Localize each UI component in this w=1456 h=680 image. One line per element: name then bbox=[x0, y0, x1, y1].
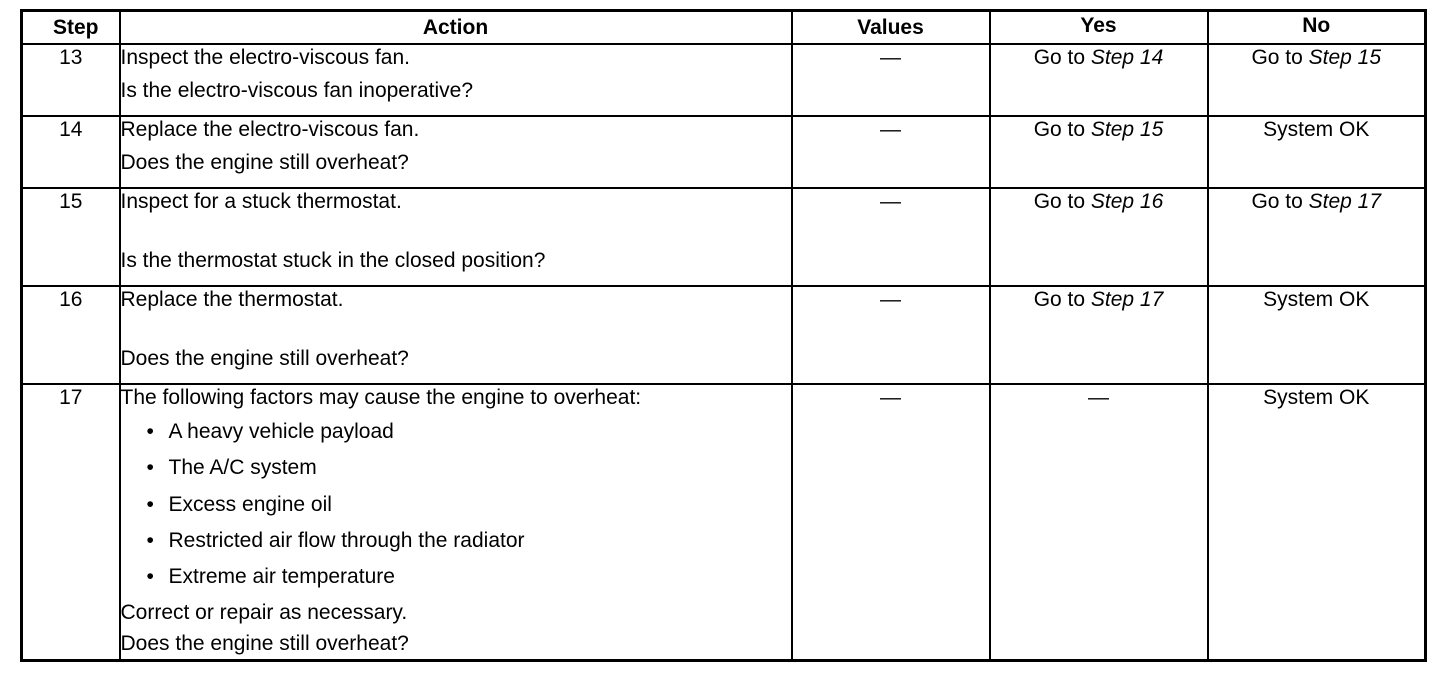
header-values: Values bbox=[792, 11, 990, 45]
diagnostic-table bbox=[20, 9, 1427, 662]
values-cell: — bbox=[792, 188, 990, 286]
action-line: Inspect the electro-viscous fan. bbox=[120, 46, 410, 69]
action-cell bbox=[120, 44, 792, 116]
action-question: Is the thermostat stuck in the closed position? bbox=[120, 249, 546, 273]
no-cell bbox=[1208, 188, 1426, 286]
no-step-link: Step 15 bbox=[1308, 46, 1382, 69]
action-question: Does the engine still overheat? bbox=[120, 347, 409, 371]
yes-step-link: Step 16 bbox=[1090, 190, 1164, 213]
yes-step-link: Step 15 bbox=[1090, 118, 1164, 141]
bullet-icon: • bbox=[146, 456, 154, 480]
header-no: No bbox=[1208, 11, 1426, 45]
list-item: • Restricted air flow through the radiator bbox=[146, 528, 525, 552]
yes-cell bbox=[990, 44, 1208, 116]
bullet-icon: • bbox=[146, 564, 154, 588]
action-cell bbox=[120, 116, 792, 188]
bullet-icon: • bbox=[146, 492, 154, 516]
yes-step-link: Step 17 bbox=[1090, 288, 1164, 311]
yes-prefix: Go to bbox=[1033, 288, 1091, 311]
yes-prefix: Go to bbox=[1033, 46, 1091, 69]
table-row bbox=[22, 188, 1426, 286]
action-line: Replace the thermostat. bbox=[120, 288, 344, 311]
no-prefix: Go to bbox=[1251, 46, 1309, 69]
action-question: Does the engine still overheat? bbox=[120, 151, 409, 175]
values-cell: — bbox=[792, 384, 990, 661]
table-row bbox=[22, 116, 1426, 188]
list-item: • The A/C system bbox=[146, 456, 317, 480]
bullet-icon: • bbox=[146, 420, 154, 444]
yes-cell bbox=[990, 116, 1208, 188]
action-cell bbox=[120, 384, 792, 661]
header-yes: Yes bbox=[990, 11, 1208, 45]
yes-prefix: Go to bbox=[1033, 190, 1091, 213]
list-item: • Excess engine oil bbox=[146, 492, 332, 516]
action-cell bbox=[120, 188, 792, 286]
header-row bbox=[22, 11, 1426, 45]
step-number: 16 bbox=[22, 286, 120, 384]
values-cell: — bbox=[792, 44, 990, 116]
action-intro: The following factors may cause the engine to overheat: bbox=[120, 386, 642, 409]
yes-prefix: Go to bbox=[1033, 118, 1091, 141]
factor-list bbox=[121, 419, 791, 589]
step-number: 15 bbox=[22, 188, 120, 286]
yes-step-link: Step 14 bbox=[1090, 46, 1164, 69]
table-row bbox=[22, 44, 1426, 116]
table-row bbox=[22, 384, 1426, 661]
step-number: 17 bbox=[22, 384, 120, 661]
step-number: 14 bbox=[22, 116, 120, 188]
bullet-icon: • bbox=[146, 528, 154, 552]
list-item: • Extreme air temperature bbox=[146, 564, 395, 588]
action-question: Is the electro-viscous fan inoperative? bbox=[120, 79, 474, 103]
action-line: Replace the electro-viscous fan. bbox=[120, 118, 420, 141]
action-line: Inspect for a stuck thermostat. bbox=[120, 190, 402, 213]
table-row bbox=[22, 286, 1426, 384]
header-action: Action bbox=[120, 11, 792, 45]
action-question: Does the engine still overheat? bbox=[120, 632, 409, 656]
action-cell bbox=[120, 286, 792, 384]
no-prefix: Go to bbox=[1251, 190, 1309, 213]
no-cell: System OK bbox=[1208, 384, 1426, 661]
action-line: Correct or repair as necessary. bbox=[120, 601, 408, 625]
no-cell bbox=[1208, 44, 1426, 116]
no-step-link: Step 17 bbox=[1308, 190, 1382, 213]
values-cell: — bbox=[792, 116, 990, 188]
yes-cell bbox=[990, 188, 1208, 286]
header-step: Step bbox=[22, 11, 120, 45]
list-item: • A heavy vehicle payload bbox=[146, 420, 394, 444]
no-cell: System OK bbox=[1208, 116, 1426, 188]
no-cell: System OK bbox=[1208, 286, 1426, 384]
step-number: 13 bbox=[22, 44, 120, 116]
yes-cell: — bbox=[990, 384, 1208, 661]
values-cell: — bbox=[792, 286, 990, 384]
yes-cell bbox=[990, 286, 1208, 384]
